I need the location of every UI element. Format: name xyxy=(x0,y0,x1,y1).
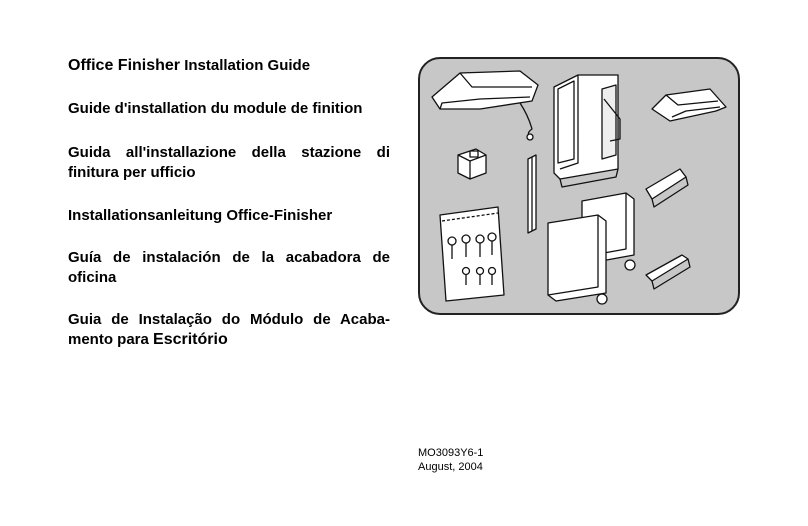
title-spanish: Guía de instalación de la acabadora de oficina xyxy=(68,249,390,286)
screw-bag-icon xyxy=(440,207,504,301)
title-english-rest: Installation Guide xyxy=(180,57,311,74)
components-illustration xyxy=(418,57,740,315)
document-date: August, 2004 xyxy=(418,461,483,473)
bottom-rail-icon xyxy=(646,255,690,289)
tray-unit-icon xyxy=(432,71,538,140)
title-italian: Guida all'installazione della stazione di finitura per ufficio xyxy=(68,144,390,181)
rail-bar-icon xyxy=(528,155,536,233)
finisher-cabinet-icon xyxy=(554,75,620,187)
stapler-unit-icon xyxy=(458,149,486,179)
bracket-icon xyxy=(646,169,688,207)
title-english-bold: Office Finisher xyxy=(68,57,181,74)
document-footer xyxy=(418,446,483,474)
title-portuguese-main: Guia de Instalação do Módulo de Acaba-mento para xyxy=(68,311,390,348)
title-portuguese xyxy=(68,310,390,350)
title-german: Installationsanleitung Office-Finisher xyxy=(68,207,333,224)
output-tray-icon xyxy=(652,89,726,121)
finisher-parts-drawing xyxy=(420,59,738,313)
title-english xyxy=(68,56,310,76)
document-code: MO3093Y6-1 xyxy=(418,447,484,459)
side-panel-front-icon xyxy=(548,215,607,304)
title-portuguese-big: Escritório xyxy=(153,331,228,348)
title-french: Guide d'installation du module de finition xyxy=(68,100,363,117)
